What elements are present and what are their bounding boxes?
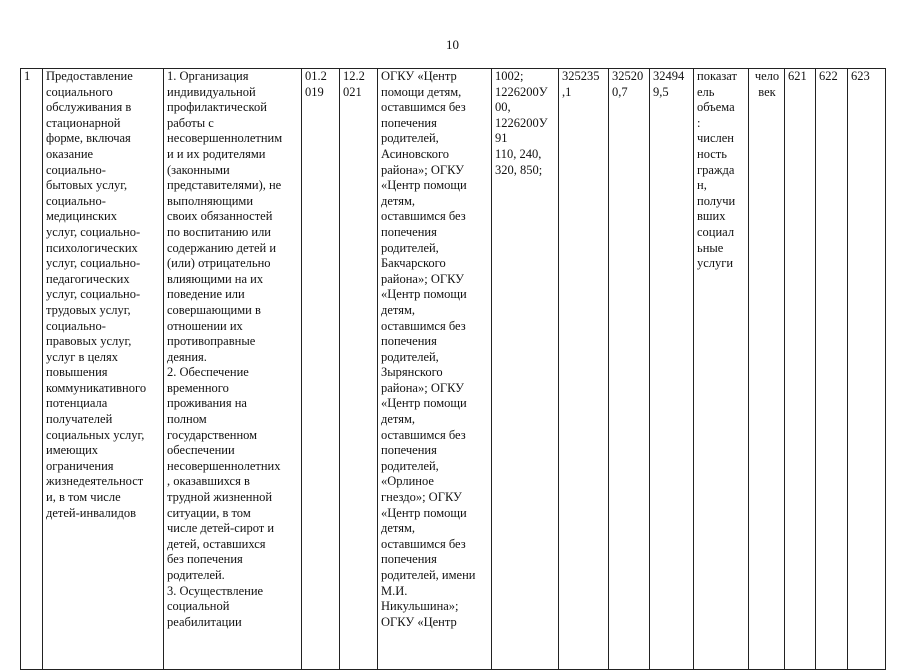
indicator-cell: показат ель объема : числен ность гражда н, получи вших социал ьные услуги bbox=[694, 69, 749, 670]
service-name-cell: Предоставление социального обслуживания в стационарной форме, включая оказание социально- бытовых услуг, социально- медицинских услуг, социально- психологических услуг, социально- педагогических услуг, социально- трудовых услуг, социально- правовых услуг, услуг в целях повышения коммуникативного потенциала получателей социальных услуг, имеющих ограничения жизнедеятельност и, в том числе детей-инвалидов bbox=[43, 69, 164, 670]
start-date-cell: 01.2 019 bbox=[302, 69, 340, 670]
value-year-2-cell: 622 bbox=[816, 69, 848, 670]
amount-year-1-cell: 325235 ,1 bbox=[559, 69, 609, 670]
page-number: 10 bbox=[446, 37, 459, 52]
amount-year-2-cell: 32520 0,7 bbox=[609, 69, 650, 670]
row-number-cell: 1 bbox=[21, 69, 43, 670]
table-row bbox=[21, 69, 886, 670]
end-date-cell: 12.2 021 bbox=[340, 69, 378, 670]
activities-cell: 1. Организация индивидуальной профилактической работы с несовершеннолетним и и их родителями (законными представителями), не выполняющими своих обязанностей по воспитанию или содержанию детей и (или) отрицательно влияющими на их поведение или совершающими в отношении их противоправные деяния. 2. Обеспечение временного проживания на полном государственном обеспечении несовершеннолетних , оказавшихся в трудной жизненной ситуации, в том числе детей-сирот и детей, оставшихся без попечения родителей. 3. Осуществление социальной реабилитации bbox=[164, 69, 302, 670]
executors-cell: ОГКУ «Центр помощи детям, оставшимся без попечения родителей, Асиновского района»; ОГКУ «Центр помощи детям, оставшимся без попечения родителей, Бакчарского района»; ОГКУ «Центр помощи детям, оставшимся без попечения родителей, Зырянского района»; ОГКУ «Центр помощи детям, оставшимся без попечения родителей, «Орлиное гнездо»; ОГКУ «Центр помощи детям, оставшимся без попечения родителей, имени М.И. Никульшина»; ОГКУ «Центр bbox=[378, 69, 492, 670]
budget-codes-cell: 1002; 1226200У 00, 1226200У 91 110, 240, 320, 850; bbox=[492, 69, 559, 670]
program-table bbox=[20, 68, 886, 670]
unit-cell: чело век bbox=[749, 69, 785, 670]
amount-year-3-cell: 32494 9,5 bbox=[650, 69, 694, 670]
value-year-1-cell: 621 bbox=[785, 69, 816, 670]
value-year-3-cell: 623 bbox=[848, 69, 886, 670]
